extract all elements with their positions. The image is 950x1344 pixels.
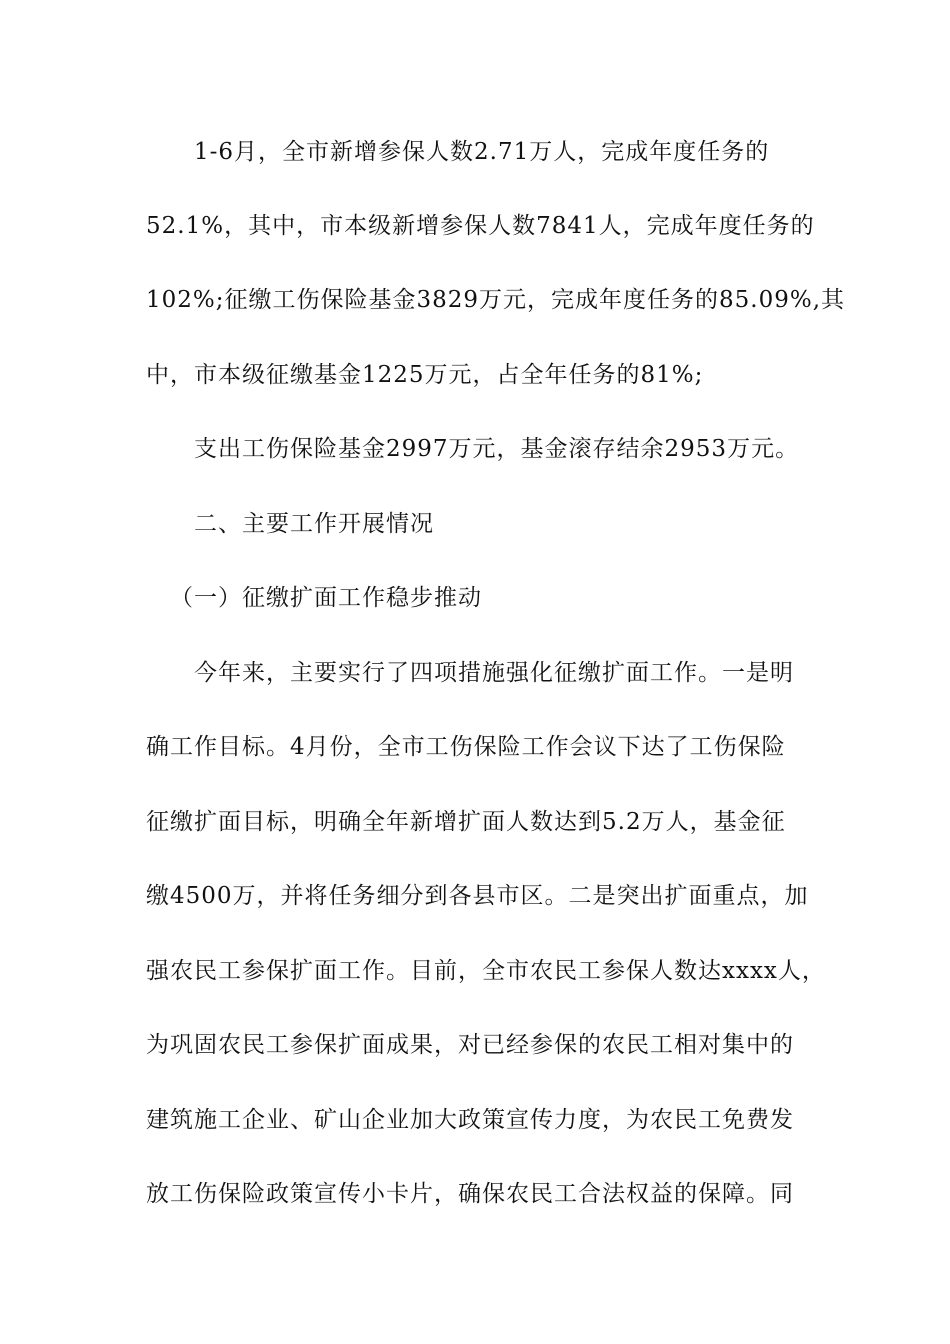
paragraph-line: 102%;征缴工伤保险基金3829万元，完成年度任务的85.09%,其 [146,287,846,313]
paragraph-line: 缴4500万，并将任务细分到各县市区。二是突出扩面重点，加 [146,883,809,909]
subsection-heading: （一）征缴扩面工作稳步推动 [170,585,482,611]
paragraph-line: 放工伤保险政策宣传小卡片，确保农民工合法权益的保障。同 [146,1181,794,1207]
paragraph-line: 建筑施工企业、矿山企业加大政策宣传力度，为农民工免费发 [146,1107,794,1133]
paragraph-line: 支出工伤保险基金2997万元，基金滚存结余2953万元。 [194,436,800,462]
paragraph-line: 强农民工参保扩面工作。目前，全市农民工参保人数达xxxx人， [146,958,826,984]
paragraph-line: 1-6月，全市新增参保人数2.71万人，完成年度任务的 [194,139,770,165]
paragraph-line: 中，市本级征缴基金1225万元，占全年任务的81%; [146,362,704,388]
section-heading: 二、主要工作开展情况 [194,511,434,537]
paragraph-line: 为巩固农民工参保扩面成果，对已经参保的农民工相对集中的 [146,1032,794,1058]
paragraph-line: 52.1%，其中，市本级新增参保人数7841人，完成年度任务的 [146,213,815,239]
paragraph-line: 确工作目标。4月份，全市工伤保险工作会议下达了工伤保险 [146,734,786,760]
paragraph-line: 征缴扩面目标，明确全年新增扩面人数达到5.2万人，基金征 [146,809,786,835]
paragraph-line: 今年来，主要实行了四项措施强化征缴扩面工作。一是明 [194,660,794,686]
